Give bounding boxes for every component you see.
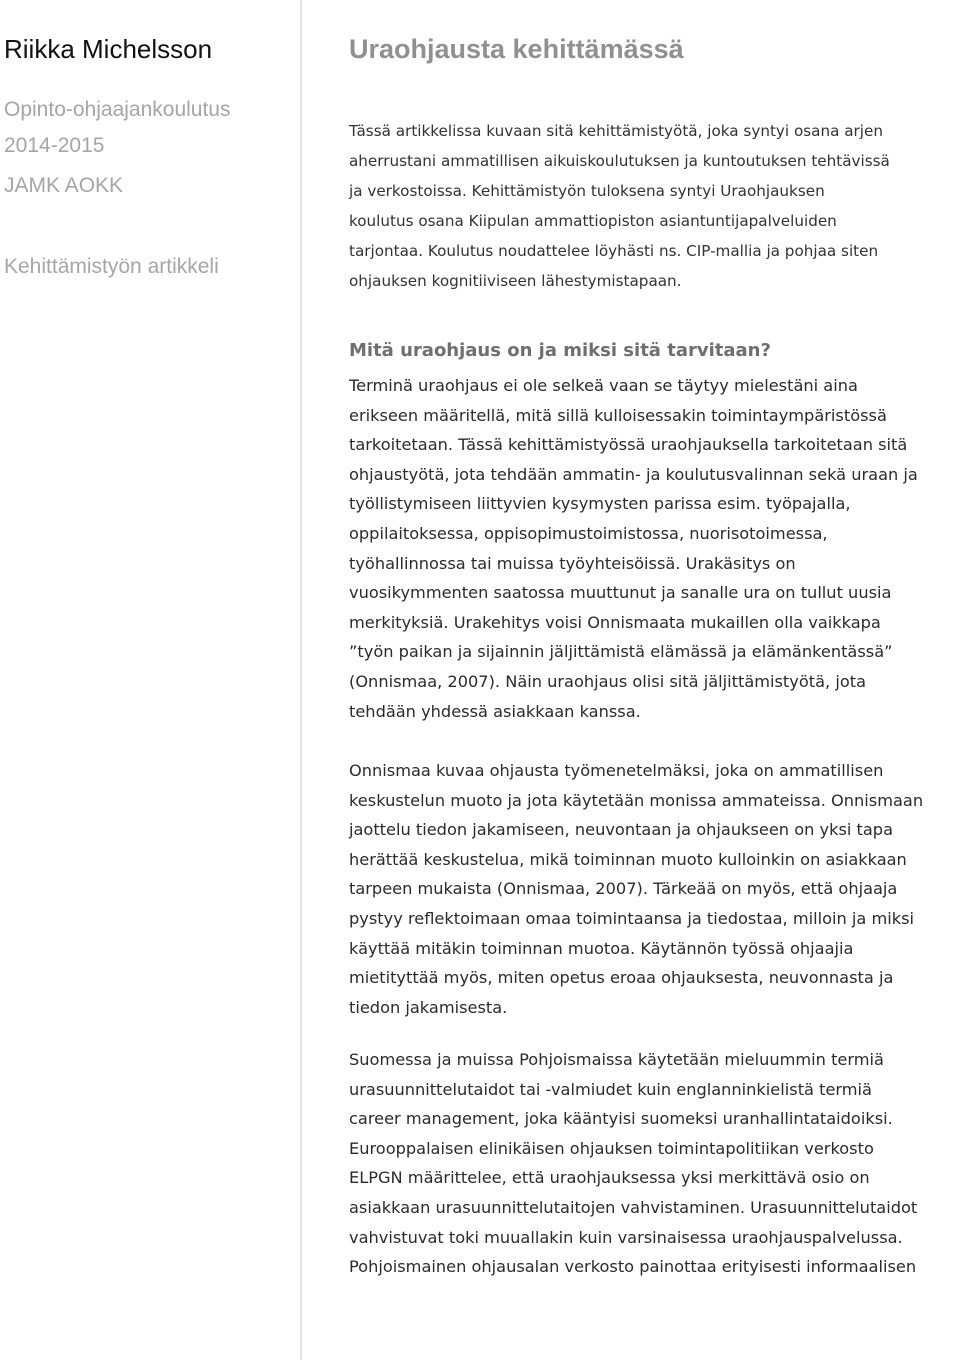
sidebar [0, 0, 300, 1360]
text-line: career management, joka kääntyisi suomeksi uranhallintataidoiksi. [349, 1109, 893, 1129]
text-line: Onnismaa kuvaa ohjausta työmenetelmäksi, joka on ammatillisen [349, 761, 884, 780]
text-line: Eurooppalaisen elinikäisen ohjauksen toimintapolitiikan verkosto [349, 1138, 874, 1158]
text-line: keskustelun muoto ja jota käytetään monissa ammateissa. Onnismaan [349, 790, 924, 810]
document-type: Kehittämistyön artikkeli [4, 255, 219, 278]
text-line: merkityksiä. Urakehitys voisi Onnismaata mukaillen olla vaikkapa [349, 612, 881, 632]
text-line: käyttää mitäkin toiminnan muotoa. Käytännön työssä ohjaajia [349, 938, 854, 958]
text-line: tiedon jakamisesta. [349, 997, 508, 1017]
text-line: ”työn paikan ja sijainnin jäljittämistä elämässä ja elämänkentässä” [349, 642, 893, 662]
text-line: Suomessa ja muissa Pohjoismaissa käytetään mieluummin termiä [349, 1050, 884, 1069]
text-line: Pohjoismainen ohjausalan verkosto painottaa erityisesti informaalisen [349, 1257, 917, 1277]
text-line: tarpeen mukaista (Onnismaa, 2007). Tärkeää on myös, että ohjaaja [349, 879, 898, 899]
program-name: Opinto-ohjaajankoulutus [4, 98, 231, 121]
text-line: erikseen määritellä, mitä sillä kulloisessakin toimintaympäristössä [349, 405, 887, 425]
text-line: tarkoitetaan. Tässä kehittämistyössä uraohjauksella tarkoitetaan sitä [349, 435, 908, 455]
body-paragraph-1 [349, 371, 960, 726]
author-name: Riikka Michelsson [4, 34, 213, 64]
text-line: tarjontaa. Koulutus noudattelee löyhästi ns. CIP-mallia ja pohjaa siten [349, 242, 879, 260]
text-line: Terminä uraohjaus ei ole selkeä vaan se täytyy mielestäni aina [349, 376, 858, 395]
text-line: ohjaustyötä, jota tehdään ammatin- ja koulutusvalinnan sekä uraan ja [349, 464, 918, 484]
column-divider [300, 0, 302, 1360]
program-years: 2014-2015 [4, 134, 105, 157]
text-line: työllistymiseen liittyvien kysymysten parissa esim. työpajalla, [349, 494, 851, 514]
text-line: urasuunnittelutaidot tai -valmiudet kuin englanninkielistä termiä [349, 1079, 872, 1099]
section-heading: Mitä uraohjaus on ja miksi sitä tarvitaan? [349, 340, 771, 361]
text-line: Tässä artikkelissa kuvaan sitä kehittämistyötä, joka syntyi osana arjen [349, 122, 883, 140]
text-line: ELPGN määrittelee, että uraohjauksessa yksi merkittävä osio on [349, 1168, 870, 1188]
text-line: asiakkaan urasuunnittelutaitojen vahvistaminen. Urasuunnittelutaidot [349, 1197, 918, 1217]
body-paragraph-3 [349, 1045, 960, 1282]
text-line: aherrustani ammatillisen aikuiskoulutuksen ja kuntoutuksen tehtävissä [349, 152, 890, 170]
article-title: Uraohjausta kehittämässä [349, 34, 684, 64]
text-line: herättää keskustelua, mikä toiminnan muoto kulloinkin on asiakkaan [349, 849, 907, 869]
text-line: jaottelu tiedon jakamiseen, neuvontaan ja ohjaukseen on yksi tapa [349, 820, 894, 840]
text-line: vuosikymmenten saatossa muuttunut ja sanalle ura on tullut uusia [349, 583, 892, 603]
text-line: työhallinnossa tai muissa työyhteisöissä. Urakäsitys on [349, 553, 796, 573]
text-line: vahvistuvat toki muuallakin kuin varsinaisessa uraohjauspalvelussa. [349, 1227, 903, 1247]
text-line: tehdään yhdessä asiakkaan kanssa. [349, 701, 641, 721]
text-line: pystyy reflektoimaan omaa toimintaansa ja tiedostaa, milloin ja miksi [349, 908, 915, 928]
body-paragraph-2 [349, 756, 960, 1022]
text-line: mietityttää myös, miten opetus eroaa ohjauksesta, neuvonnasta ja [349, 968, 894, 988]
text-line: ohjauksen kognitiiviseen lähestymistapaan. [349, 272, 682, 290]
text-line: (Onnismaa, 2007). Näin uraohjaus olisi sitä jäljittämistyötä, jota [349, 671, 866, 691]
text-line: ja verkostoissa. Kehittämistyön tuloksena syntyi Uraohjauksen [349, 182, 825, 200]
institution-name: JAMK AOKK [4, 174, 124, 197]
intro-paragraph [349, 116, 960, 296]
text-line: koulutus osana Kiipulan ammattiopiston asiantuntijapalveluiden [349, 212, 837, 230]
text-line: oppilaitoksessa, oppisopimustoimistossa, nuorisotoimessa, [349, 523, 828, 543]
